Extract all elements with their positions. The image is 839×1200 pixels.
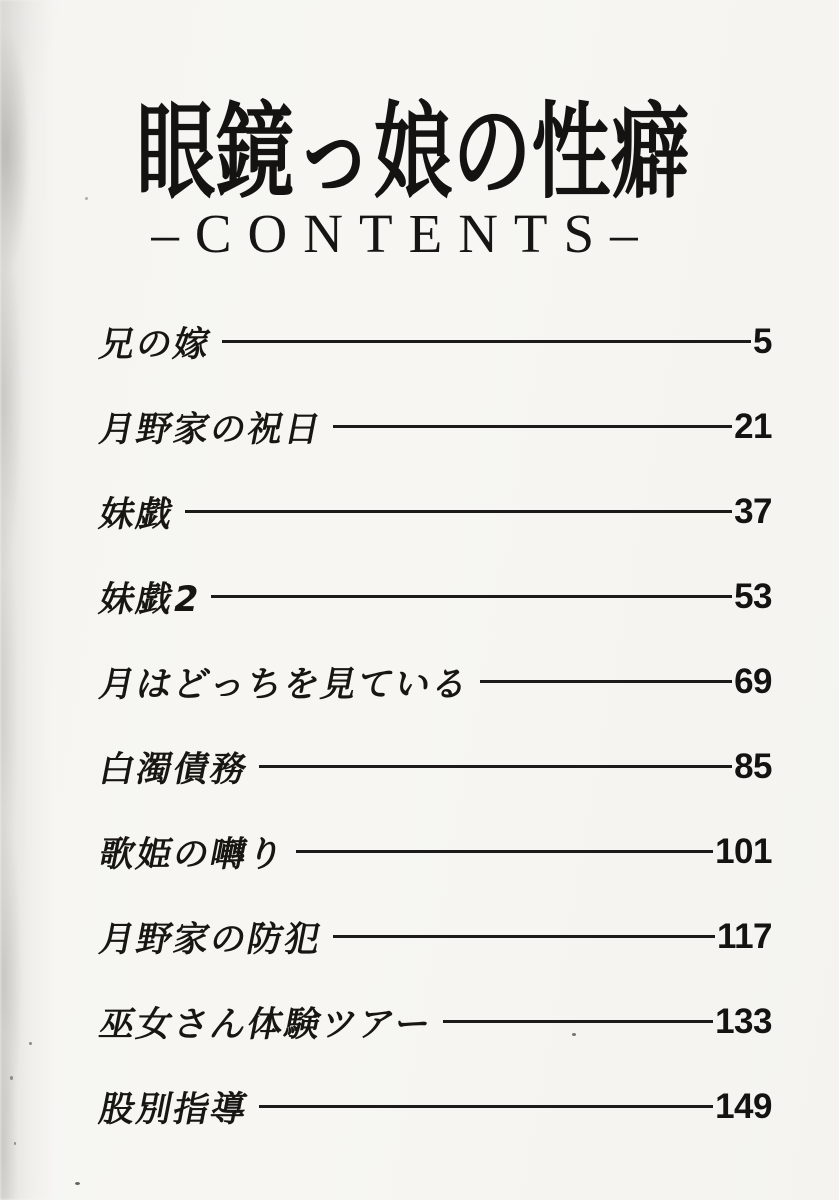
page-number: 133 (715, 1001, 772, 1041)
leader-line (259, 1105, 713, 1108)
chapter-title: 月はどっちを見ている (95, 664, 474, 705)
leader-line (480, 680, 732, 683)
chapter-title: 妹戯 (95, 494, 178, 535)
book-title (0, 91, 839, 213)
page-number: 149 (715, 1086, 772, 1126)
scan-speck (29, 1042, 32, 1045)
page-number: 53 (734, 576, 772, 616)
toc-entry (97, 299, 772, 384)
toc-entry (97, 639, 772, 724)
scan-speck (75, 1182, 80, 1185)
toc-entry (97, 469, 772, 554)
leader-line (211, 595, 732, 598)
page-number: 85 (734, 746, 772, 786)
leader-line (222, 340, 751, 343)
leader-line (296, 850, 713, 853)
chapter-title: 月野家の防犯 (95, 919, 326, 960)
chapter-title: 白濁債務 (95, 749, 252, 790)
toc-entry (97, 1064, 772, 1149)
leader-line (333, 935, 715, 938)
toc-entry (97, 554, 772, 639)
chapter-title: 歌姫の囀り (95, 834, 289, 875)
toc-entry (97, 894, 772, 979)
chapter-title: 月野家の祝日 (95, 409, 326, 450)
page-number: 117 (717, 916, 772, 956)
page-number: 101 (715, 831, 772, 871)
chapter-title: 股別指導 (95, 1089, 252, 1130)
book-title-text: 眼鏡っ娘の性癖 (136, 91, 691, 213)
contents-heading: –CONTENTS– (151, 203, 654, 264)
leader-line (259, 765, 732, 768)
page-number: 21 (734, 406, 772, 446)
leader-line (443, 1020, 713, 1023)
toc-entry (97, 979, 772, 1064)
leader-line (185, 510, 732, 513)
page-number: 5 (753, 321, 772, 361)
toc-entry (97, 724, 772, 809)
toc-entry (97, 809, 772, 894)
chapter-title: 兄の嫁 (95, 324, 215, 365)
scan-speck (10, 1076, 13, 1080)
page-number: 69 (734, 661, 772, 701)
chapter-title: 妹戯2 (95, 579, 205, 620)
leader-line (333, 425, 732, 428)
scan-speck (14, 1142, 16, 1145)
chapter-title: 巫女さん体験ツアー (95, 1004, 436, 1045)
page-number: 37 (734, 491, 772, 531)
toc-list (97, 299, 772, 1149)
toc-entry (97, 384, 772, 469)
